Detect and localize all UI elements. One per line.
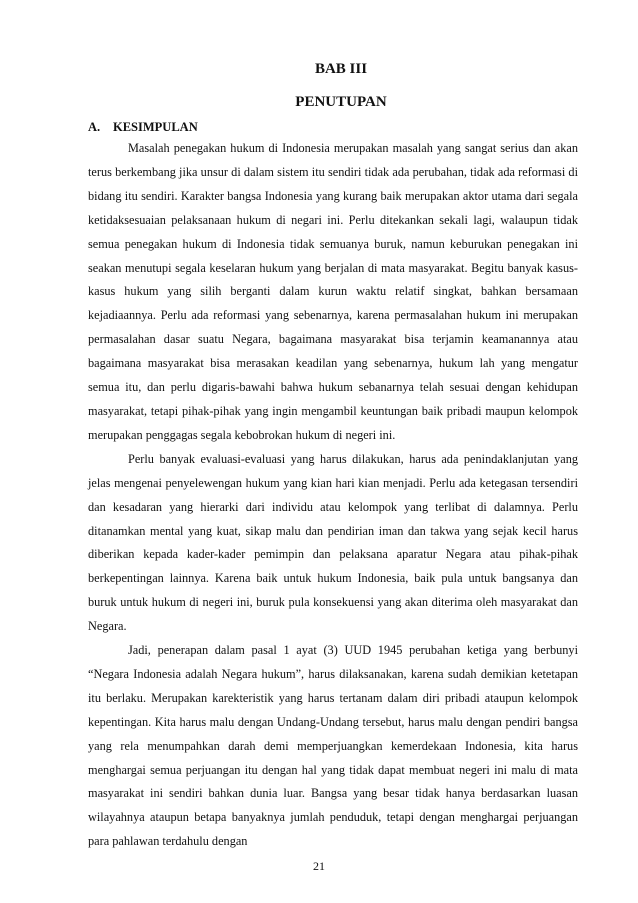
section-title: KESIMPULAN — [113, 120, 198, 134]
section-letter: A. — [88, 120, 101, 134]
paragraph-1: Masalah penegakan hukum di Indonesia merupakan masalah yang sangat serius dan akan terus berkembang jika unsur di dalam sistem itu sendiri tidak ada perubahan, tidak ada reformasi di bidang itu sendiri. Karakter bangsa Indonesia yang kurang baik merupakan aktor utama dari segala ketidaksesuaian pelaksanaan hukum di negari ini. Perlu ditekankan sekali lagi, walaupun tidak semua penegakan hukum di Indonesia tidak semuanya buruk, namun keburukan penegakan ini seakan menutupi segala keselaran hukum yang berjalan di mata masyarakat. Begitu banyak kasus-kasus hukum yang silih berganti dalam kurun waktu relatif singkat, bahkan bersamaan kejadiaannya. Perlu ada reformasi yang sebenarnya, karena permasalahan hukum ini merupakan permasalahan dasar suatu Negara, bagaimana masyarakat bisa terjamin keamanannya atau bagaimana masyarakat bisa merasakan keadilan yang sebenarnya, hukum lah yang mengatur semua itu, dan perlu digaris-bawahi bahwa hukum sebanarnya telah sesuai dengan kehidupan masyarakat, tetapi pihak-pihak yang ingin mengambil keuntungan baik pribadi maupun kelompok merupakan penggagas segala kebobrokan hukum di negeri ini. — [88, 141, 578, 442]
paragraph-2: Perlu banyak evaluasi-evaluasi yang harus dilakukan, harus ada penindaklanjutan yang jelas mengenai penyelewengan hukum yang kian hari kian menjadi. Perlu ada ketegasan tersendiri dan kesadaran yang hierarki dari individu atau kelompok yang terlibat di dalamnya. Perlu ditanamkan mental yang kuat, sikap malu dan pendirian iman dan takwa yang sejak kecil harus diberikan kepada kader-kader pemimpin dan pelaksana aparatur Negara atau pihak-pihak berkepentingan lainnya. Karena baik untuk hukum Indonesia, baik pula untuk bangsanya dan buruk untuk hukum di negeri ini, buruk pula konsekuensi yang akan diterima oleh masyarakat dan Negara. — [88, 451, 578, 634]
page-number: 21 — [313, 859, 325, 873]
chapter-number: BAB III — [314, 61, 368, 77]
chapter-title: PENUTUPAN — [295, 94, 387, 110]
body-text — [88, 137, 578, 854]
section-heading — [88, 119, 198, 135]
paragraph-3: Jadi, penerapan dalam pasal 1 ayat (3) UUD 1945 perubahan ketiga yang berbunyi “Negara Indonesia adalah Negara hukum”, harus dilaksanakan, karena sudah demikian ketetapan itu berlaku. Merupakan karekteristik yang harus tertanam dalam diri pribadi ataupun kelompok kepentingan. Kita harus malu dengan Undang-Undang tersebut, harus malu dengan pendiri bangsa yang rela menumpahkan darah demi memperjuangkan kemerdekaan Indonesia, kita harus menghargai semua perjuangan itu dengan hal yang tidak dapat membuat negeri ini malu di mata masyarakat ini sendiri bahkan dunia luar. Bangsa yang besar tidak hanya berdasarkan luasan wilayahnya ataupun betapa banyaknya jumlah penduduk, tetapi dengan menghargai perjuangan para pahlawan terdahulu dengan — [88, 643, 578, 849]
